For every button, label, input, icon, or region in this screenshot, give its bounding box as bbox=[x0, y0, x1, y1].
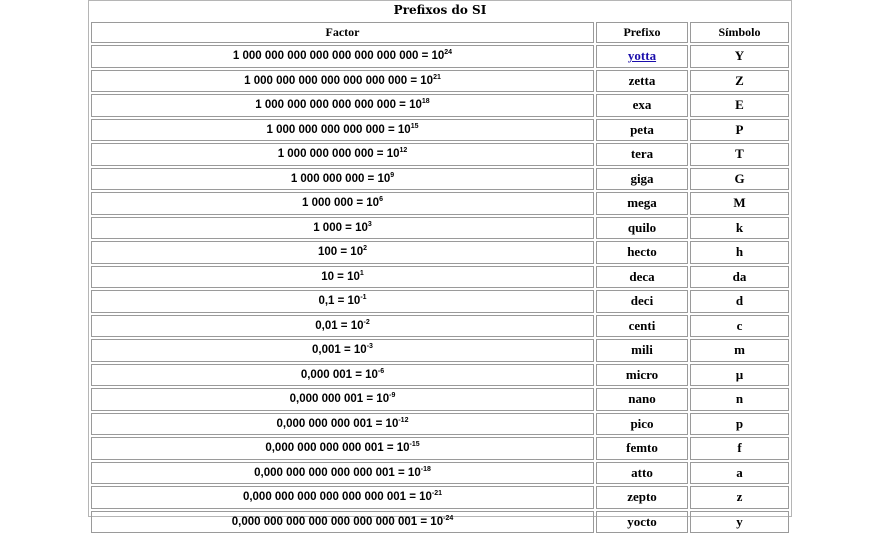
factor-exponent: -1 bbox=[360, 294, 367, 302]
factor-exponent: -3 bbox=[366, 343, 373, 351]
prefix-name: micro bbox=[625, 366, 659, 382]
prefix-cell bbox=[596, 364, 688, 387]
factor-cell bbox=[91, 143, 594, 166]
factor-cell bbox=[91, 364, 594, 387]
prefix-name: mili bbox=[631, 342, 653, 358]
prefix-cell bbox=[596, 339, 688, 362]
table-row bbox=[91, 388, 789, 411]
prefix-name: mega bbox=[627, 195, 657, 211]
prefix-name: zetta bbox=[628, 72, 656, 88]
prefix-link[interactable]: yotta bbox=[627, 48, 657, 64]
factor-value: 1 000 000 000 000 000 = 10 bbox=[266, 123, 411, 136]
factor-header: Factor bbox=[91, 22, 594, 43]
factor-exponent: -12 bbox=[398, 416, 409, 424]
symbol-cell: y bbox=[690, 511, 789, 534]
factor-exponent: 21 bbox=[433, 73, 441, 81]
factor-value: 0,1 = 10 bbox=[318, 295, 361, 308]
factor-exponent: -9 bbox=[389, 392, 396, 400]
prefix-name: exa bbox=[632, 97, 652, 113]
symbol-cell: d bbox=[690, 290, 789, 313]
factor-exponent: 12 bbox=[399, 147, 408, 155]
prefix-name: quilo bbox=[627, 219, 657, 235]
symbol-cell: p bbox=[690, 413, 789, 436]
factor-cell bbox=[91, 486, 594, 509]
factor-value: 0,000 000 000 000 000 001 = 10 bbox=[254, 466, 421, 479]
factor-value: 0,000 000 000 000 001 = 10 bbox=[265, 442, 410, 455]
factor-exponent: -2 bbox=[363, 318, 370, 326]
table-row bbox=[91, 45, 789, 68]
factor-value: 1 000 000 000 000 000 000 000 000 = 10 bbox=[232, 50, 445, 63]
prefix-cell bbox=[596, 388, 688, 411]
factor-cell bbox=[91, 45, 594, 68]
factor-cell bbox=[91, 266, 594, 289]
symbol-cell: Z bbox=[690, 70, 789, 93]
symbol-cell: G bbox=[690, 168, 789, 191]
factor-value: 0,000 000 000 000 000 000 001 = 10 bbox=[242, 491, 432, 504]
prefix-cell bbox=[596, 315, 688, 338]
factor-exponent: 2 bbox=[363, 245, 367, 253]
prefix-name: hecto bbox=[627, 244, 657, 260]
prefix-cell bbox=[596, 168, 688, 191]
factor-exponent: 18 bbox=[421, 98, 430, 106]
table-row bbox=[91, 339, 789, 362]
table-row bbox=[91, 94, 789, 117]
factor-value: 1 000 000 000 000 000 000 = 10 bbox=[255, 99, 422, 112]
table-row bbox=[91, 486, 789, 509]
factor-value: 10 = 10 bbox=[321, 270, 360, 283]
factor-value: 0,001 = 10 bbox=[312, 344, 367, 357]
prefix-cell bbox=[596, 119, 688, 142]
factor-cell bbox=[91, 413, 594, 436]
prefix-cell bbox=[596, 266, 688, 289]
table-row bbox=[91, 241, 789, 264]
factor-cell bbox=[91, 437, 594, 460]
symbol-cell: µ bbox=[690, 364, 789, 387]
factor-cell bbox=[91, 241, 594, 264]
prefix-name: femto bbox=[626, 440, 658, 456]
prefix-name: yocto bbox=[627, 513, 657, 529]
symbol-cell: a bbox=[690, 462, 789, 485]
factor-cell bbox=[91, 315, 594, 338]
symbol-cell: P bbox=[690, 119, 789, 142]
symbol-cell: da bbox=[690, 266, 789, 289]
prefix-cell bbox=[596, 511, 688, 534]
symbol-cell: m bbox=[690, 339, 789, 362]
factor-cell bbox=[91, 94, 594, 117]
prefix-cell[interactable] bbox=[596, 45, 688, 68]
factor-exponent: -18 bbox=[420, 465, 431, 473]
factor-exponent: -24 bbox=[443, 514, 454, 522]
factor-value: 1 000 000 000 000 = 10 bbox=[277, 148, 400, 161]
table-row bbox=[91, 70, 789, 93]
factor-value: 0,000 000 001 = 10 bbox=[289, 393, 390, 406]
table-row bbox=[91, 413, 789, 436]
factor-value: 0,000 000 000 001 = 10 bbox=[276, 417, 399, 430]
symbol-cell: E bbox=[690, 94, 789, 117]
prefix-name: deci bbox=[630, 293, 654, 309]
si-prefixes-table bbox=[89, 20, 791, 535]
prefix-name: atto bbox=[631, 464, 653, 480]
table-row bbox=[91, 192, 789, 215]
prefix-cell bbox=[596, 143, 688, 166]
factor-cell bbox=[91, 192, 594, 215]
factor-cell bbox=[91, 511, 594, 534]
factor-cell bbox=[91, 70, 594, 93]
factor-cell bbox=[91, 462, 594, 485]
table-row bbox=[91, 462, 789, 485]
table-row bbox=[91, 143, 789, 166]
factor-exponent: 24 bbox=[444, 49, 453, 57]
table-title: Prefixos do SI bbox=[393, 3, 487, 17]
factor-exponent: 3 bbox=[367, 220, 372, 228]
prefix-cell bbox=[596, 217, 688, 240]
factor-value: 1 000 000 000 = 10 bbox=[290, 172, 391, 185]
table-row bbox=[91, 437, 789, 460]
prefix-name: giga bbox=[630, 170, 654, 186]
symbol-cell: h bbox=[690, 241, 789, 264]
factor-cell bbox=[91, 119, 594, 142]
prefix-cell bbox=[596, 462, 688, 485]
symbol-cell: n bbox=[690, 388, 789, 411]
symbol-header: Símbolo bbox=[690, 22, 789, 43]
factor-cell bbox=[91, 217, 594, 240]
factor-value: 1 000 000 000 000 000 000 000 = 10 bbox=[244, 74, 434, 87]
factor-cell bbox=[91, 168, 594, 191]
symbol-cell: f bbox=[690, 437, 789, 460]
factor-exponent: -21 bbox=[431, 490, 443, 498]
factor-exponent: 1 bbox=[359, 269, 364, 277]
symbol-cell: M bbox=[690, 192, 789, 215]
factor-cell bbox=[91, 388, 594, 411]
factor-value: 1 000 = 10 bbox=[313, 221, 368, 234]
factor-cell bbox=[91, 339, 594, 362]
prefix-name: peta bbox=[630, 121, 654, 137]
symbol-cell: Y bbox=[690, 45, 789, 68]
factor-exponent: -15 bbox=[409, 441, 420, 449]
symbol-cell: c bbox=[690, 315, 789, 338]
factor-value: 0,000 001 = 10 bbox=[300, 368, 378, 381]
symbol-cell: T bbox=[690, 143, 789, 166]
table-row bbox=[91, 290, 789, 313]
symbol-cell: z bbox=[690, 486, 789, 509]
prefix-name: zepto bbox=[627, 489, 657, 505]
prefix-cell bbox=[596, 437, 688, 460]
prefix-cell bbox=[596, 290, 688, 313]
si-prefixes-panel bbox=[88, 0, 792, 529]
factor-exponent: -6 bbox=[377, 367, 385, 375]
prefix-cell bbox=[596, 192, 688, 215]
factor-cell bbox=[91, 290, 594, 313]
prefix-name: tera bbox=[630, 146, 654, 162]
factor-exponent: 6 bbox=[379, 196, 383, 204]
factor-value: 0,000 000 000 000 000 000 000 001 = 10 bbox=[231, 515, 444, 528]
prefix-cell bbox=[596, 241, 688, 264]
prefix-cell bbox=[596, 70, 688, 93]
table-row bbox=[91, 315, 789, 338]
factor-exponent: 15 bbox=[410, 122, 419, 130]
prefix-name: nano bbox=[628, 391, 656, 407]
table-row bbox=[91, 217, 789, 240]
factor-exponent: 9 bbox=[390, 171, 395, 179]
prefix-name: deca bbox=[629, 268, 655, 284]
table-row bbox=[91, 511, 789, 534]
prefix-name: pico bbox=[630, 415, 654, 431]
table-row bbox=[91, 168, 789, 191]
table-row bbox=[91, 266, 789, 289]
factor-value: 0,01 = 10 bbox=[315, 319, 364, 332]
table-row bbox=[91, 119, 789, 142]
prefix-cell bbox=[596, 486, 688, 509]
symbol-cell: k bbox=[690, 217, 789, 240]
prefix-cell bbox=[596, 94, 688, 117]
table-row bbox=[91, 364, 789, 387]
prefix-name: centi bbox=[628, 317, 656, 333]
header-row bbox=[91, 22, 789, 43]
prefix-cell bbox=[596, 413, 688, 436]
factor-value: 1 000 000 = 10 bbox=[302, 197, 380, 210]
factor-value: 100 = 10 bbox=[318, 246, 364, 259]
prefix-header: Prefixo bbox=[596, 22, 688, 43]
